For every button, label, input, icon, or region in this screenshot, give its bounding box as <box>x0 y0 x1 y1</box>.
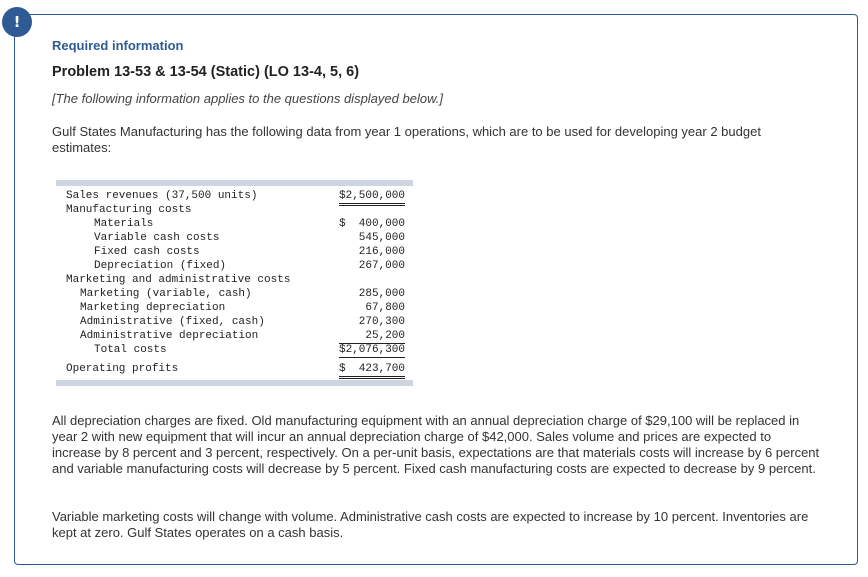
section-header: Marketing and administrative costs <box>66 274 291 286</box>
table-row <box>56 273 413 287</box>
row-label: Administrative depreciation <box>80 330 259 342</box>
table-row <box>56 217 413 231</box>
row-label: Depreciation (fixed) <box>94 260 227 272</box>
row-value: 25,200 <box>339 329 405 344</box>
row-label: Marketing (variable, cash) <box>80 288 252 300</box>
row-label: Operating profits <box>66 363 179 375</box>
table-row <box>56 329 413 343</box>
row-label: Variable cash costs <box>94 232 220 244</box>
row-value: 67,800 <box>365 302 405 314</box>
row-label: Materials <box>94 218 154 230</box>
row-value: $2,500,000 <box>339 189 405 206</box>
row-value: 545,000 <box>358 232 405 244</box>
additional-paragraph: Variable marketing costs will change with volume. Administrative cash costs are expected to increase by 10 percent. Inventories are kept at zero. Gulf States operates on a cash basis. <box>52 509 809 540</box>
table-row <box>56 189 413 203</box>
income-statement-table <box>56 180 413 386</box>
row-label: Fixed cash costs <box>94 246 200 258</box>
table-row <box>56 245 413 259</box>
row-value: 216,000 <box>358 246 405 258</box>
table-row <box>56 343 413 357</box>
table-row <box>56 287 413 301</box>
required-information-heading: Required information <box>52 38 184 53</box>
row-value: 285,000 <box>358 288 405 300</box>
row-value: $ 400,000 <box>339 218 406 230</box>
alert-icon: ! <box>2 7 32 37</box>
row-value: 267,000 <box>358 260 405 272</box>
row-label: Marketing depreciation <box>80 302 226 314</box>
row-label: Total costs <box>94 344 167 356</box>
problem-title: Problem 13-53 & 13-54 (Static) (LO 13-4, 5, 6) <box>52 64 360 80</box>
table-row <box>56 362 413 376</box>
assumptions-paragraph: All depreciation charges are fixed. Old manufacturing equipment with an annual depreciation charge of $29,100 will be replaced in year 2 with new equipment that will incur an annual depreciation charge of $42,000. Sales volume and prices are expected to increase by 8 percent and 3 percent, respectively. On a per-unit basis, expectations are that materials costs will increase by 6 percent and variable manufacturing costs will decrease by 5 percent. Fixed cash manufacturing costs are expected to decrease by 9 percent. <box>52 413 820 476</box>
table-row <box>56 315 413 329</box>
table-row <box>56 203 413 217</box>
section-header: Manufacturing costs <box>66 204 192 216</box>
row-label: Sales revenues (37,500 units) <box>66 190 258 202</box>
applies-note: [The following information applies to the questions displayed below.] <box>52 91 443 106</box>
row-value: 270,300 <box>358 316 405 328</box>
table-row <box>56 301 413 315</box>
row-value: $ 423,700 <box>339 362 405 379</box>
row-label: Administrative (fixed, cash) <box>80 316 265 328</box>
intro-paragraph: Gulf States Manufacturing has the following data from year 1 operations, which are to be used for developing year 2 budget estimates: <box>52 124 761 155</box>
table-row <box>56 259 413 273</box>
table-row <box>56 231 413 245</box>
row-value: $2,076,300 <box>339 344 406 356</box>
